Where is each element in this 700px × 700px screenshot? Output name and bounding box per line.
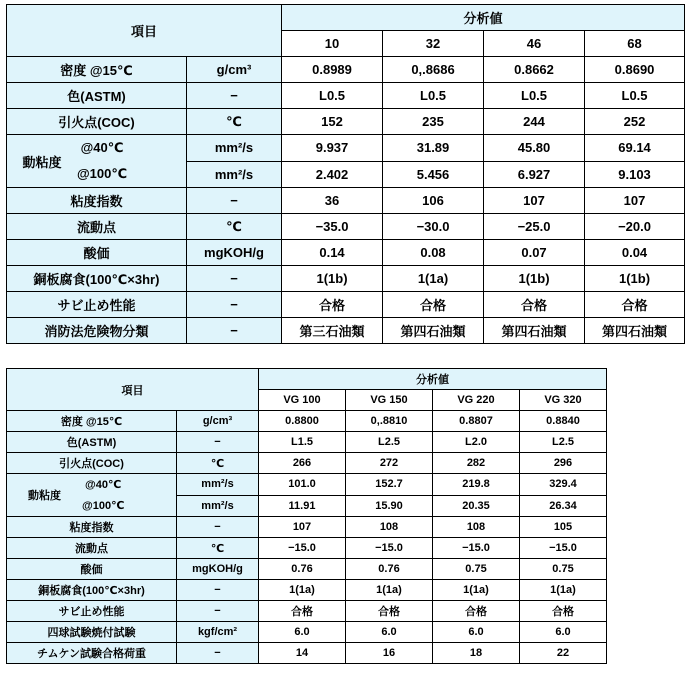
cell-value: 266 xyxy=(259,453,346,474)
cell-value: 244 xyxy=(484,109,585,135)
table-row xyxy=(7,622,607,643)
cell-value: 0.8690 xyxy=(585,57,685,83)
row-unit: − xyxy=(177,601,259,622)
cell-value: 106 xyxy=(383,188,484,214)
grade-header: 68 xyxy=(585,31,685,57)
cell-value: 101.0 xyxy=(259,474,346,496)
row-label: 流動点 xyxy=(7,214,187,240)
table-row xyxy=(7,266,685,292)
cell-value: L0.5 xyxy=(585,83,685,109)
cell-value: −25.0 xyxy=(484,214,585,240)
table-row xyxy=(7,135,685,162)
cell-value: 219.8 xyxy=(433,474,520,496)
table-row xyxy=(7,580,607,601)
row-unit: kgf/cm² xyxy=(177,622,259,643)
viscosity-cell xyxy=(7,474,177,517)
row-unit: ℃ xyxy=(177,453,259,474)
table-row xyxy=(7,601,607,622)
cell-value: 1(1a) xyxy=(383,266,484,292)
cell-value: 0.8989 xyxy=(282,57,383,83)
row-unit: ℃ xyxy=(187,109,282,135)
row-label: 密度 @15℃ xyxy=(7,411,177,432)
cell-value: 11.91 xyxy=(259,495,346,517)
row-unit: − xyxy=(177,432,259,453)
row-label: 酸価 xyxy=(7,240,187,266)
table-row xyxy=(7,538,607,559)
grade-header: VG 320 xyxy=(520,390,607,411)
cell-value: 22 xyxy=(520,643,607,664)
cell-value: 第四石油類 xyxy=(585,318,685,344)
row-unit: − xyxy=(187,318,282,344)
cell-value: 0.07 xyxy=(484,240,585,266)
cell-value: 15.90 xyxy=(346,495,433,517)
cell-value: 107 xyxy=(259,517,346,538)
row-unit: − xyxy=(187,292,282,318)
row-unit: g/cm³ xyxy=(187,57,282,83)
cell-value: 0.76 xyxy=(346,559,433,580)
cell-value: 1(1b) xyxy=(484,266,585,292)
row-label: 密度 @15℃ xyxy=(7,57,187,83)
cell-value: 0.14 xyxy=(282,240,383,266)
cell-value: L1.5 xyxy=(259,432,346,453)
row-unit: − xyxy=(177,643,259,664)
cell-value: 1(1a) xyxy=(433,580,520,601)
cell-value: 252 xyxy=(585,109,685,135)
row-label: 色(ASTM) xyxy=(7,432,177,453)
cell-value: −15.0 xyxy=(259,538,346,559)
table-row xyxy=(7,188,685,214)
cell-value: 合格 xyxy=(282,292,383,318)
row-unit: mm²/s xyxy=(177,474,259,496)
cell-value: 31.89 xyxy=(383,135,484,162)
table-row xyxy=(7,474,607,496)
cell-value: 合格 xyxy=(433,601,520,622)
sub-label: @40℃ xyxy=(80,140,124,155)
row-unit: mgKOH/g xyxy=(187,240,282,266)
row-label: チムケン試験合格荷重 xyxy=(7,643,177,664)
cell-value: 0.8840 xyxy=(520,411,607,432)
cell-value: 合格 xyxy=(259,601,346,622)
row-label: 酸価 xyxy=(7,559,177,580)
cell-value: 0.8800 xyxy=(259,411,346,432)
table-row xyxy=(7,240,685,266)
cell-value: 69.14 xyxy=(585,135,685,162)
cell-value: 0,.8686 xyxy=(383,57,484,83)
table-row xyxy=(7,432,607,453)
analysis-header: 分析値 xyxy=(259,369,607,390)
table-row xyxy=(7,109,685,135)
row-unit: mm²/s xyxy=(187,161,282,188)
cell-value: 第四石油類 xyxy=(383,318,484,344)
cell-value: 152 xyxy=(282,109,383,135)
row-label: 四球試験焼付試験 xyxy=(7,622,177,643)
cell-value: 0.08 xyxy=(383,240,484,266)
cell-value: −15.0 xyxy=(433,538,520,559)
cell-value: 6.0 xyxy=(433,622,520,643)
row-unit: − xyxy=(177,580,259,601)
cell-value: 14 xyxy=(259,643,346,664)
cell-value: 0.8662 xyxy=(484,57,585,83)
cell-value: L2.0 xyxy=(433,432,520,453)
cell-value: L0.5 xyxy=(383,83,484,109)
cell-value: L0.5 xyxy=(484,83,585,109)
row-unit: − xyxy=(177,517,259,538)
cell-value: 235 xyxy=(383,109,484,135)
cell-value: 108 xyxy=(346,517,433,538)
cell-value: 6.0 xyxy=(346,622,433,643)
cell-value: 6.0 xyxy=(520,622,607,643)
cell-value: 1(1a) xyxy=(346,580,433,601)
grade-header: 46 xyxy=(484,31,585,57)
cell-value: −20.0 xyxy=(585,214,685,240)
cell-value: 105 xyxy=(520,517,607,538)
cell-value: 1(1b) xyxy=(585,266,685,292)
cell-value: 45.80 xyxy=(484,135,585,162)
row-label: 引火点(COC) xyxy=(7,453,177,474)
row-label: 粘度指数 xyxy=(7,188,187,214)
table-row xyxy=(7,318,685,344)
cell-value: 5.456 xyxy=(383,161,484,188)
row-label: 色(ASTM) xyxy=(7,83,187,109)
row-unit: − xyxy=(187,83,282,109)
cell-value: 1(1a) xyxy=(520,580,607,601)
row-label: 動粘度 xyxy=(22,154,62,170)
row-unit: mgKOH/g xyxy=(177,559,259,580)
cell-value: 0.76 xyxy=(259,559,346,580)
row-unit: − xyxy=(187,266,282,292)
cell-value: L0.5 xyxy=(282,83,383,109)
row-label: 粘度指数 xyxy=(7,517,177,538)
spec-table-2 xyxy=(6,368,607,664)
row-label: サビ止め性能 xyxy=(7,601,177,622)
table-row xyxy=(7,517,607,538)
cell-value: 282 xyxy=(433,453,520,474)
row-label: 銅板腐食(100℃×3hr) xyxy=(7,266,187,292)
sub-label: @40℃ xyxy=(85,479,122,491)
cell-value: 20.35 xyxy=(433,495,520,517)
cell-value: −15.0 xyxy=(346,538,433,559)
table-row xyxy=(7,292,685,318)
item-header: 項目 xyxy=(7,369,259,411)
grade-header: 10 xyxy=(282,31,383,57)
row-label: 流動点 xyxy=(7,538,177,559)
cell-value: 329.4 xyxy=(520,474,607,496)
cell-value: 合格 xyxy=(585,292,685,318)
cell-value: 107 xyxy=(484,188,585,214)
analysis-header: 分析値 xyxy=(282,5,685,31)
row-unit: mm²/s xyxy=(187,135,282,162)
row-unit: ℃ xyxy=(177,538,259,559)
grade-header: VG 220 xyxy=(433,390,520,411)
cell-value: 272 xyxy=(346,453,433,474)
cell-value: 6.0 xyxy=(259,622,346,643)
cell-value: 第四石油類 xyxy=(484,318,585,344)
cell-value: 16 xyxy=(346,643,433,664)
cell-value: −30.0 xyxy=(383,214,484,240)
item-header: 項目 xyxy=(7,5,282,57)
row-label: 引火点(COC) xyxy=(7,109,187,135)
cell-value: 1(1a) xyxy=(259,580,346,601)
row-unit: mm²/s xyxy=(177,495,259,517)
cell-value: 0,.8810 xyxy=(346,411,433,432)
cell-value: 1(1b) xyxy=(282,266,383,292)
row-label: 動粘度 xyxy=(28,490,61,502)
table-row xyxy=(7,214,685,240)
grade-header: VG 100 xyxy=(259,390,346,411)
grade-header: 32 xyxy=(383,31,484,57)
cell-value: 296 xyxy=(520,453,607,474)
cell-value: 合格 xyxy=(383,292,484,318)
cell-value: 152.7 xyxy=(346,474,433,496)
table-row xyxy=(7,411,607,432)
cell-value: 第三石油類 xyxy=(282,318,383,344)
row-label: 消防法危険物分類 xyxy=(7,318,187,344)
row-label: サビ止め性能 xyxy=(7,292,187,318)
sub-label: @100℃ xyxy=(82,500,125,512)
row-unit: ℃ xyxy=(187,214,282,240)
cell-value: 36 xyxy=(282,188,383,214)
table-row xyxy=(7,83,685,109)
viscosity-cell xyxy=(7,135,187,188)
cell-value: 26.34 xyxy=(520,495,607,517)
table-row xyxy=(7,57,685,83)
cell-value: 6.927 xyxy=(484,161,585,188)
table-row xyxy=(7,453,607,474)
cell-value: L2.5 xyxy=(346,432,433,453)
cell-value: 2.402 xyxy=(282,161,383,188)
grade-header: VG 150 xyxy=(346,390,433,411)
cell-value: 18 xyxy=(433,643,520,664)
sub-label: @100℃ xyxy=(77,166,128,181)
cell-value: L2.5 xyxy=(520,432,607,453)
cell-value: 0.75 xyxy=(520,559,607,580)
cell-value: 0.75 xyxy=(433,559,520,580)
cell-value: 9.937 xyxy=(282,135,383,162)
cell-value: 9.103 xyxy=(585,161,685,188)
cell-value: 0.8807 xyxy=(433,411,520,432)
cell-value: 108 xyxy=(433,517,520,538)
spec-table-1 xyxy=(6,4,685,344)
cell-value: 0.04 xyxy=(585,240,685,266)
table-row xyxy=(7,559,607,580)
row-unit: g/cm³ xyxy=(177,411,259,432)
cell-value: −35.0 xyxy=(282,214,383,240)
row-unit: − xyxy=(187,188,282,214)
cell-value: 合格 xyxy=(520,601,607,622)
table-row xyxy=(7,643,607,664)
cell-value: −15.0 xyxy=(520,538,607,559)
cell-value: 107 xyxy=(585,188,685,214)
cell-value: 合格 xyxy=(484,292,585,318)
row-label: 銅板腐食(100℃×3hr) xyxy=(7,580,177,601)
cell-value: 合格 xyxy=(346,601,433,622)
